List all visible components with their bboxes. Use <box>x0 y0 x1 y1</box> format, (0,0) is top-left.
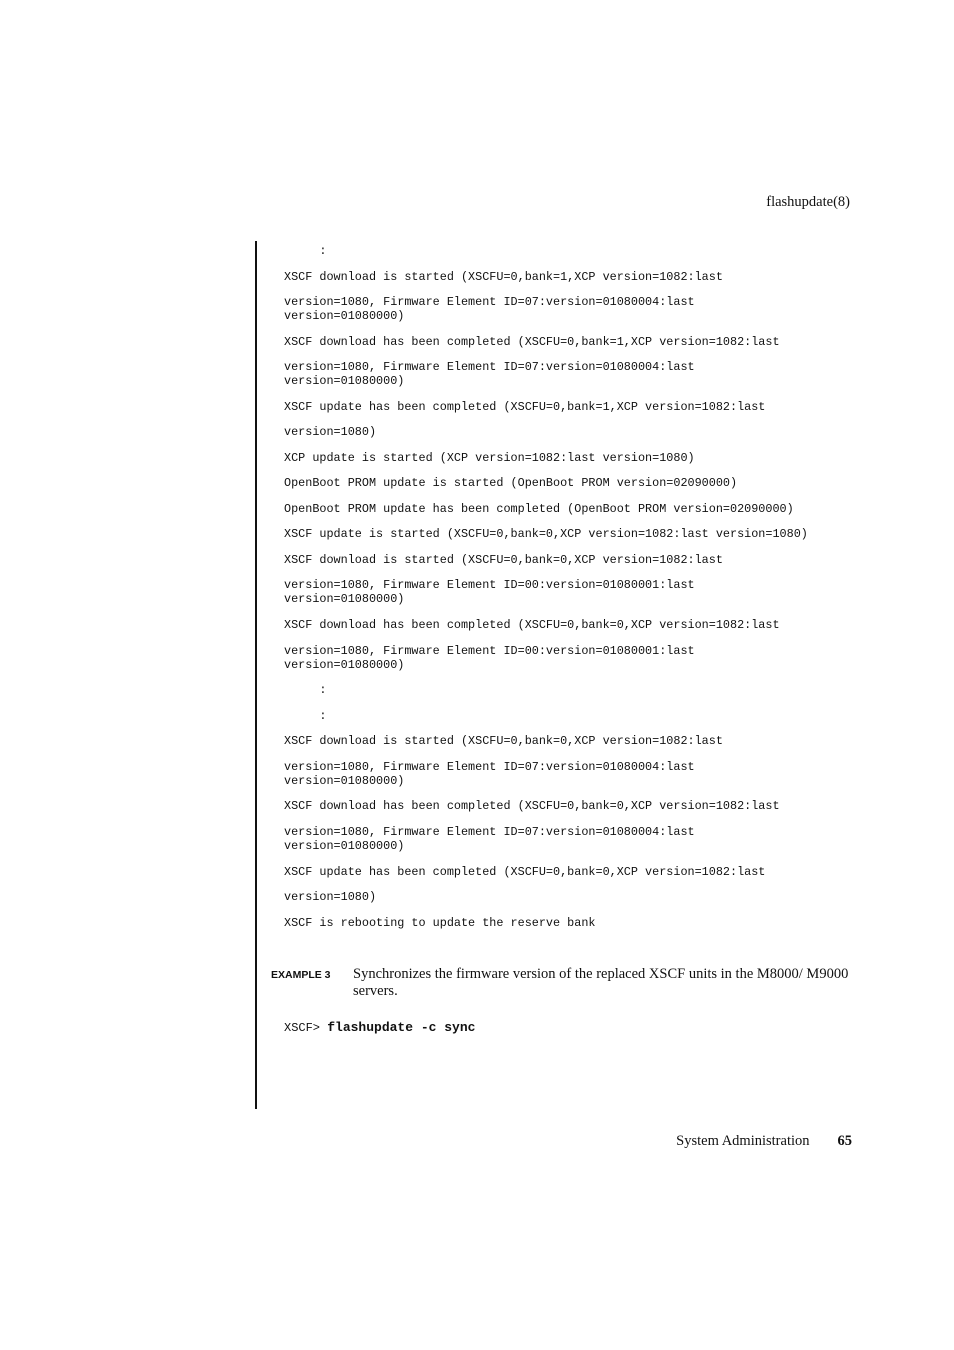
code-output-block <box>284 244 884 941</box>
page-footer <box>676 1133 852 1150</box>
code-line: XSCF download has been completed (XSCFU=0,bank=0,XCP version=1082:last <box>284 799 780 814</box>
code-line: version=1080, Firmware Element ID=00:version=01080001:last version=01080000) <box>284 578 695 607</box>
footer-section: System Administration <box>676 1133 810 1149</box>
example-3 <box>271 966 861 1000</box>
code-line: XSCF update has been completed (XSCFU=0,bank=1,XCP version=1082:last <box>284 399 766 414</box>
code-line: OpenBoot PROM update is started (OpenBoot PROM version=02090000) <box>284 476 738 491</box>
command-line <box>284 1020 475 1035</box>
code-line: XSCF update has been completed (XSCFU=0,bank=0,XCP version=1082:last <box>284 864 766 879</box>
code-line: version=1080, Firmware Element ID=07:version=01080004:last version=01080000) <box>284 824 695 853</box>
code-line: XSCF download is started (XSCFU=0,bank=0,XCP version=1082:last <box>284 552 723 567</box>
command-prompt: XSCF> <box>284 1021 328 1035</box>
code-line: XSCF download is started (XSCFU=0,bank=1,XCP version=1082:last <box>284 269 723 284</box>
code-line: XSCF download is started (XSCFU=0,bank=0,XCP version=1082:last <box>284 734 723 749</box>
code-line: version=1080, Firmware Element ID=07:version=01080004:last version=01080000) <box>284 360 695 389</box>
command-text: flashupdate -c sync <box>327 1020 476 1035</box>
example-description: Synchronizes the firmware version of the replaced XSCF units in the M8000/ M9000 servers. <box>353 966 849 999</box>
code-line: XSCF is rebooting to update the reserve bank <box>284 915 596 930</box>
code-line: : <box>284 683 327 698</box>
code-line: XSCF download has been completed (XSCFU=0,bank=1,XCP version=1082:last <box>284 334 780 349</box>
code-line: XSCF update is started (XSCFU=0,bank=0,XCP version=1082:last version=1080) <box>284 527 808 542</box>
code-line: OpenBoot PROM update has been completed (OpenBoot PROM version=02090000) <box>284 501 794 516</box>
code-line: version=1080, Firmware Element ID=07:version=01080004:last version=01080000) <box>284 759 695 788</box>
code-line: version=1080) <box>284 890 377 905</box>
code-line: version=1080, Firmware Element ID=07:version=01080004:last version=01080000) <box>284 295 695 323</box>
example-label: EXAMPLE 3 <box>271 969 331 981</box>
code-line: version=1080) <box>284 425 377 440</box>
code-line: : <box>284 244 327 258</box>
code-line: : <box>284 708 327 723</box>
change-bar <box>255 241 257 1109</box>
code-line: version=1080, Firmware Element ID=00:version=01080001:last version=01080000) <box>284 643 695 672</box>
running-header: flashupdate(8) <box>766 194 850 210</box>
code-line: XSCF download has been completed (XSCFU=0,bank=0,XCP version=1082:last <box>284 618 780 633</box>
code-line: XCP update is started (XCP version=1082:last version=1080) <box>284 450 695 465</box>
page-number: 65 <box>837 1133 852 1149</box>
